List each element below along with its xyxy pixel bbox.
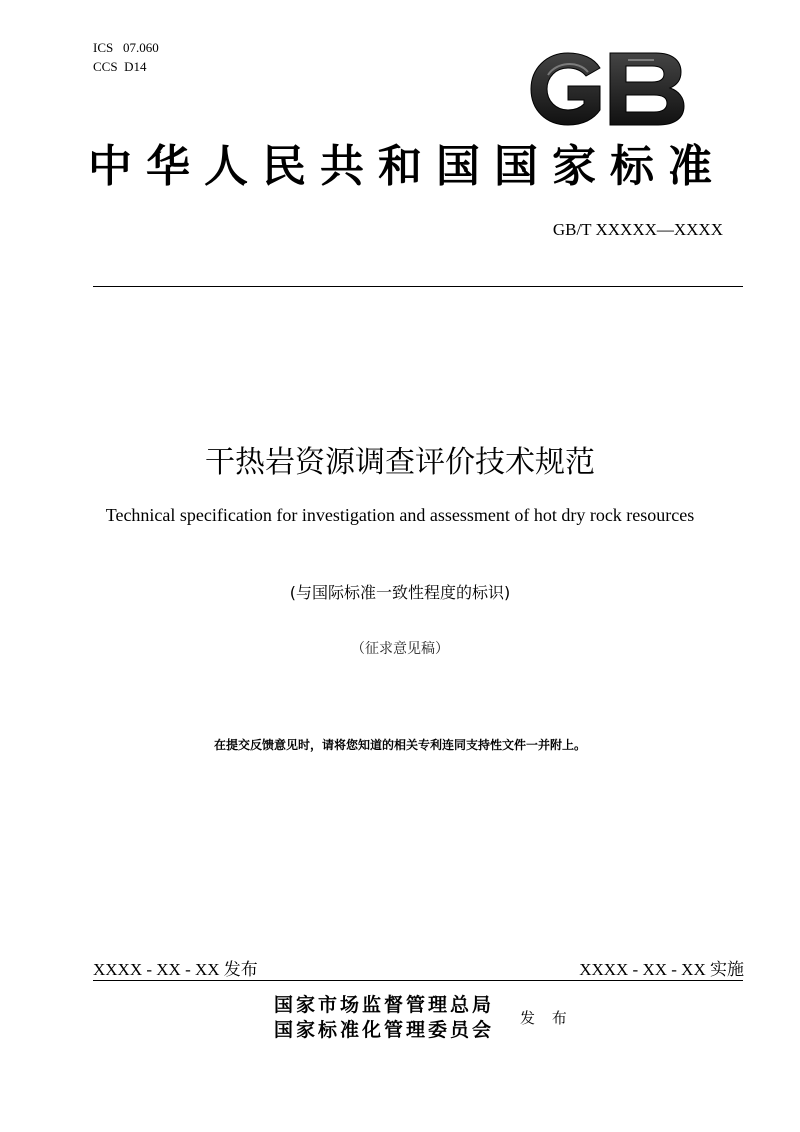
consistency-note: (与国际标准一致性程度的标识) <box>289 583 511 602</box>
ccs-code: CCS D14 <box>93 59 147 74</box>
issuing-authorities <box>274 993 494 1043</box>
draft-label: （征求意见稿） <box>351 641 449 657</box>
publish-date: XXXX - XX - XX 发布 <box>93 960 258 979</box>
footer-divider <box>93 980 743 981</box>
patent-notice: 在提交反馈意见时，请将您知道的相关专利连同支持性文件一并附上。 <box>213 738 586 752</box>
issue-label: 发 布 <box>520 1009 573 1027</box>
issuer-samr: 国家市场监督管理总局 <box>274 994 495 1016</box>
gb-logo <box>528 50 686 128</box>
title-english: Technical specification for investigation and assessment of hot dry rock resources <box>105 505 695 525</box>
country-standard-title: 中华人民共和国国家标准 <box>88 141 726 192</box>
standard-number: GB/T XXXXX—XXXX <box>552 220 723 239</box>
header-divider <box>93 286 743 287</box>
implement-date: XXXX - XX - XX 实施 <box>579 960 744 979</box>
title-chinese: 干热岩资源调查评价技术规范 <box>205 445 595 480</box>
issuer-sac: 国家标准化管理委员会 <box>274 1019 495 1041</box>
classification-codes <box>93 38 159 76</box>
ics-code: ICS 07.060 <box>93 40 159 55</box>
